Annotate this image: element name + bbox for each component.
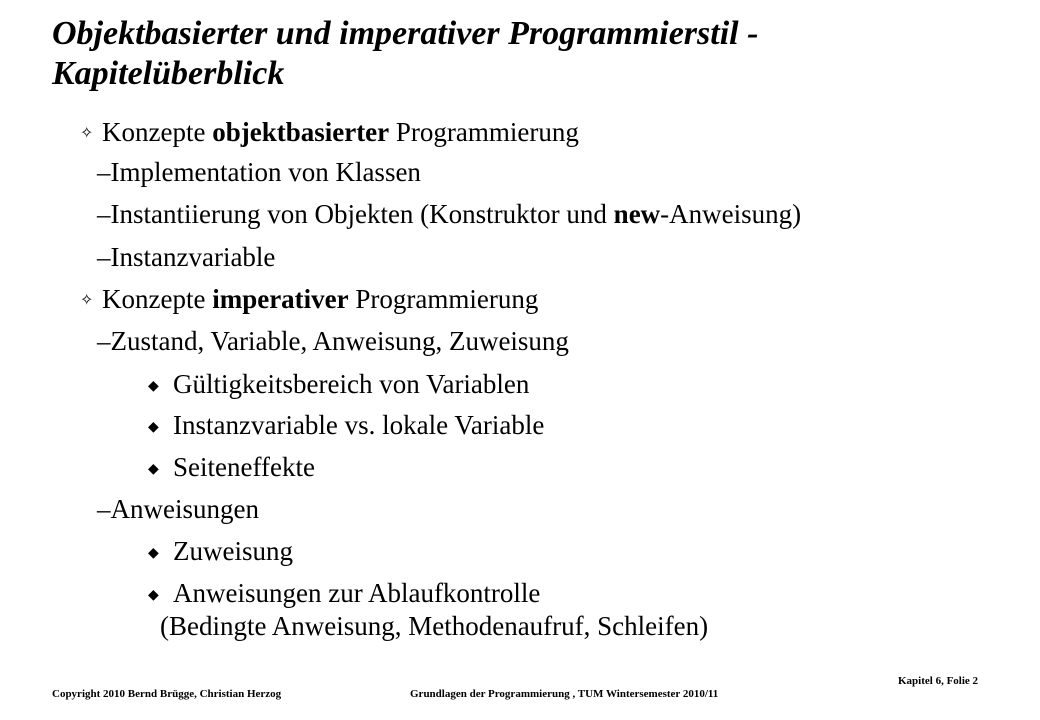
item-text-prefix: –Instantiierung von Objekten (Konstruktor und xyxy=(97,199,614,229)
sub-sub-item-instanz-vs-lokal xyxy=(148,409,544,444)
black-diamond-icon: ◆ xyxy=(148,379,159,394)
sub-item-instanzvariable: –Instanzvariable xyxy=(97,242,276,272)
item-text: Anweisungen zur Ablaufkontrolle xyxy=(173,578,541,608)
item-text-bold: imperativer xyxy=(212,284,349,314)
four-point-star-icon: ✧ xyxy=(80,292,94,309)
item-text: Zuweisung xyxy=(173,536,293,566)
slide-title-line-1: Objektbasierter und imperativer Programmierstil - xyxy=(52,15,759,52)
item-text-suffix: -Anweisung) xyxy=(660,199,802,229)
item-text-bold: new xyxy=(613,199,661,229)
footer-course: Grundlagen der Programmierung , TUM Wintersemester 2010/11 xyxy=(410,688,719,700)
slide-title-line-2: Kapitelüberblick xyxy=(52,55,285,92)
item-text-prefix: Konzepte xyxy=(102,284,213,314)
four-point-star-icon: ✧ xyxy=(80,125,94,142)
black-diamond-icon: ◆ xyxy=(148,588,159,603)
item-text: Seiteneffekte xyxy=(173,452,315,482)
item-text-prefix: Konzepte xyxy=(102,117,213,147)
black-diamond-icon: ◆ xyxy=(148,420,159,435)
black-diamond-icon: ◆ xyxy=(148,546,159,561)
footer-slide-number: Kapitel 6, Folie 2 xyxy=(898,675,979,687)
item-text-suffix: Programmierung xyxy=(348,284,539,314)
sub-item-instantiierung xyxy=(97,198,801,230)
sub-sub-item-ablaufkontrolle xyxy=(148,577,540,612)
item-text: Instanzvariable vs. lokale Variable xyxy=(173,410,545,440)
sub-sub-item-zuweisung xyxy=(148,535,293,570)
bullet-item-imperativ xyxy=(80,283,538,317)
item-text-bold: objektbasierter xyxy=(212,117,390,147)
sub-sub-item-seiteneffekte xyxy=(148,451,315,486)
sub-item-anweisungen: –Anweisungen xyxy=(97,494,259,524)
bullet-item-objektbasiert xyxy=(80,116,579,150)
black-diamond-icon: ◆ xyxy=(148,462,159,477)
item-text-suffix: Programmierung xyxy=(389,117,579,147)
sub-item-implementation: –Implementation von Klassen xyxy=(97,157,421,187)
sub-sub-item-gueltigkeitsbereich xyxy=(148,368,529,403)
sub-sub-item-ablaufkontrolle-continued: (Bedingte Anweisung, Methodenaufruf, Schleifen) xyxy=(160,611,709,641)
slide-title xyxy=(52,14,1012,94)
sub-item-zustand: –Zustand, Variable, Anweisung, Zuweisung xyxy=(97,326,569,356)
item-text: Gültigkeitsbereich von Variablen xyxy=(173,369,530,399)
footer-copyright: Copyright 2010 Bernd Brügge, Christian Herzog xyxy=(52,688,282,700)
